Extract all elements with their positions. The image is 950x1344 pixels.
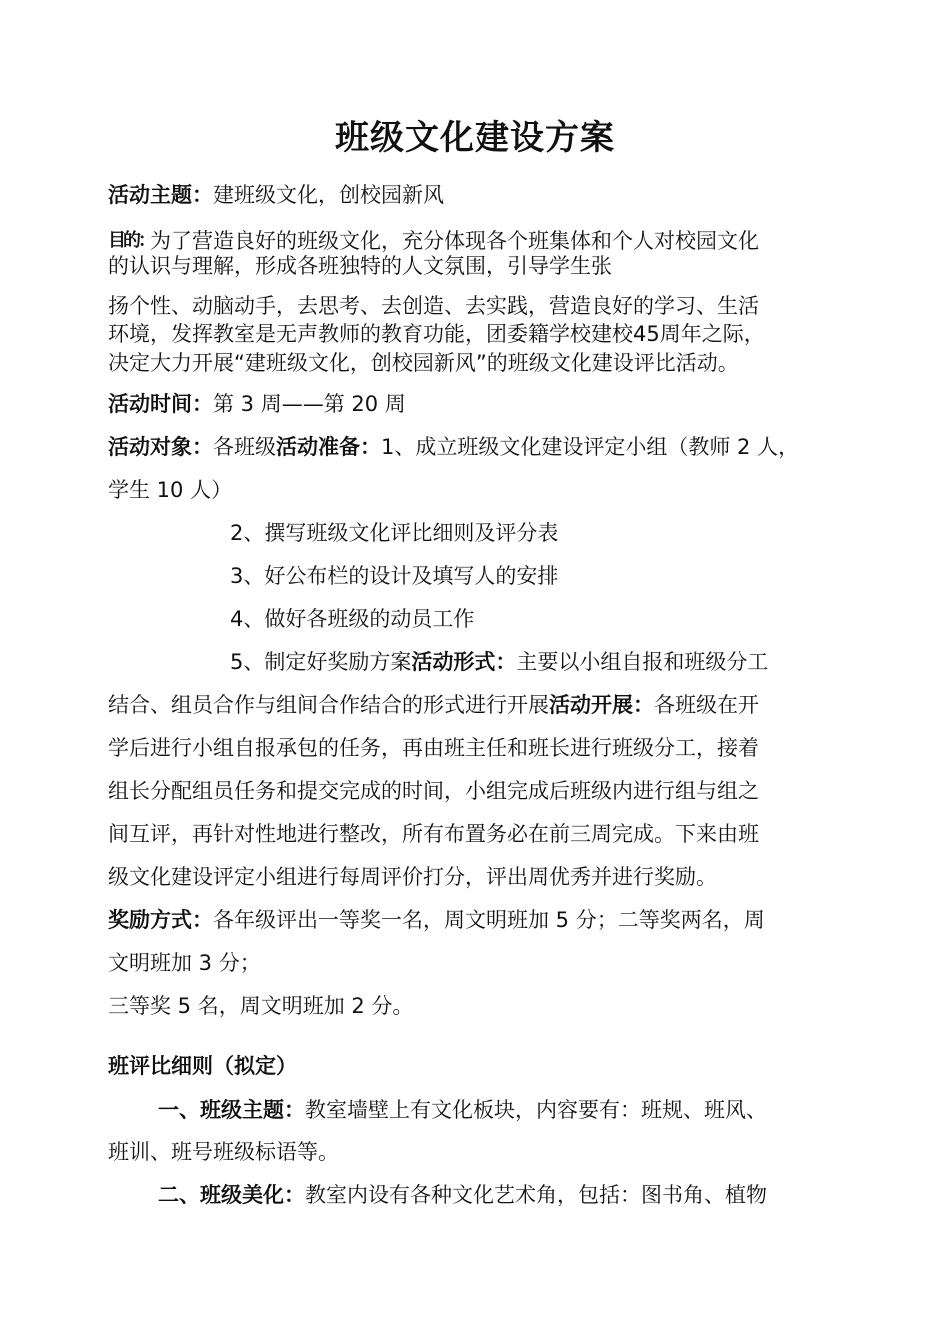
reward-text-1: 各年级评出一等奖一名，周文明班加 5 分；二等奖两名，周 bbox=[213, 908, 765, 932]
reward-line-2: 文明班加 3 分； bbox=[108, 951, 261, 975]
rule-1-line-2: 班训、班号班级标语等。 bbox=[108, 1140, 339, 1164]
reward-line-3: 三等奖 5 名，周文明班加 2 分。 bbox=[108, 994, 414, 1018]
conduct-line-5: 级文化建设评定小组进行每周评价打分，评出周优秀并进行奖励。 bbox=[108, 865, 717, 889]
prep-label: 活动准备： bbox=[276, 435, 381, 459]
conduct-line-3: 组长分配组员任务和提交完成的时间，小组完成后班级内进行组与组之 bbox=[108, 779, 759, 803]
form-conduct-line bbox=[108, 690, 759, 720]
form-text-1: 主要以小组自报和班级分工 bbox=[516, 650, 769, 674]
purpose-line-5: 决定大力开展“建班级文化，创校园新风”的班级文化建设评比活动。 bbox=[108, 351, 739, 375]
reward-line-1 bbox=[108, 905, 765, 935]
form-label: 活动形式： bbox=[411, 650, 517, 674]
conduct-text-1: 各班级在开 bbox=[654, 693, 759, 717]
rule-2-label: 二、班级美化： bbox=[158, 1183, 305, 1207]
purpose-line-4: 环境，发挥教室是无声教师的教育功能，团委籍学校建校45周年之际， bbox=[108, 322, 765, 346]
theme-text: 建班级文化，创校园新风 bbox=[213, 183, 444, 207]
prep-item-2: 2、撰写班级文化评比细则及评分表 bbox=[230, 521, 559, 545]
form-text-2: 结合、组员合作与组间合作结合的形式进行开展 bbox=[108, 693, 549, 717]
prep-item-5-line bbox=[230, 647, 768, 677]
conduct-label: 活动开展： bbox=[549, 693, 654, 717]
purpose-line-2: 的认识与理解，形成各班独特的人文氛围，引导学生张 bbox=[108, 254, 612, 278]
theme-line bbox=[108, 180, 444, 210]
conduct-line-4: 间互评，再针对性地进行整改，所有布置务必在前三周完成。下来由班 bbox=[108, 822, 759, 846]
rule-2-line bbox=[158, 1180, 767, 1210]
purpose-label: 目的： bbox=[108, 230, 153, 251]
page-title: 班级文化建设方案 bbox=[335, 118, 615, 158]
time-label: 活动时间： bbox=[108, 392, 213, 416]
conduct-line-2: 学后进行小组自报承包的任务，再由班主任和班长进行班级分工，接着 bbox=[108, 736, 759, 760]
theme-label: 活动主题： bbox=[108, 183, 213, 207]
target-text: 各班级 bbox=[213, 435, 276, 459]
prep-item-5: 5、制定好奖励方案 bbox=[230, 650, 412, 674]
target-label: 活动对象： bbox=[108, 435, 213, 459]
rule-1-text: 教室墙壁上有文化板块，内容要有：班规、班风、 bbox=[305, 1098, 767, 1122]
rules-heading: 班评比细则（拟定） bbox=[108, 1054, 297, 1078]
prep-item-1-cont: 学生 10 人） bbox=[108, 478, 233, 502]
time-text: 第 3 周——第 20 周 bbox=[213, 392, 406, 416]
prep-item-1: 1、成立班级文化建设评定小组（教师 2 人， bbox=[381, 435, 800, 459]
reward-label: 奖励方式： bbox=[108, 908, 213, 932]
rule-2-text: 教室内设有各种文化艺术角，包括：图书角、植物 bbox=[305, 1183, 767, 1207]
rule-1-label: 一、班级主题： bbox=[158, 1098, 305, 1122]
target-prep-line bbox=[108, 432, 799, 462]
time-line bbox=[108, 389, 406, 419]
prep-item-4: 4、做好各班级的动员工作 bbox=[230, 607, 475, 631]
purpose-text-1: 为了营造良好的班级文化，充分体现各个班集体和个人对校园文化 bbox=[150, 229, 759, 253]
prep-item-3: 3、好公布栏的设计及填写人的安排 bbox=[230, 564, 559, 588]
purpose-line-3: 扬个性、动脑动手，去思考、去创造、去实践，营造良好的学习、生活 bbox=[108, 294, 759, 318]
rule-1-line bbox=[158, 1095, 767, 1125]
